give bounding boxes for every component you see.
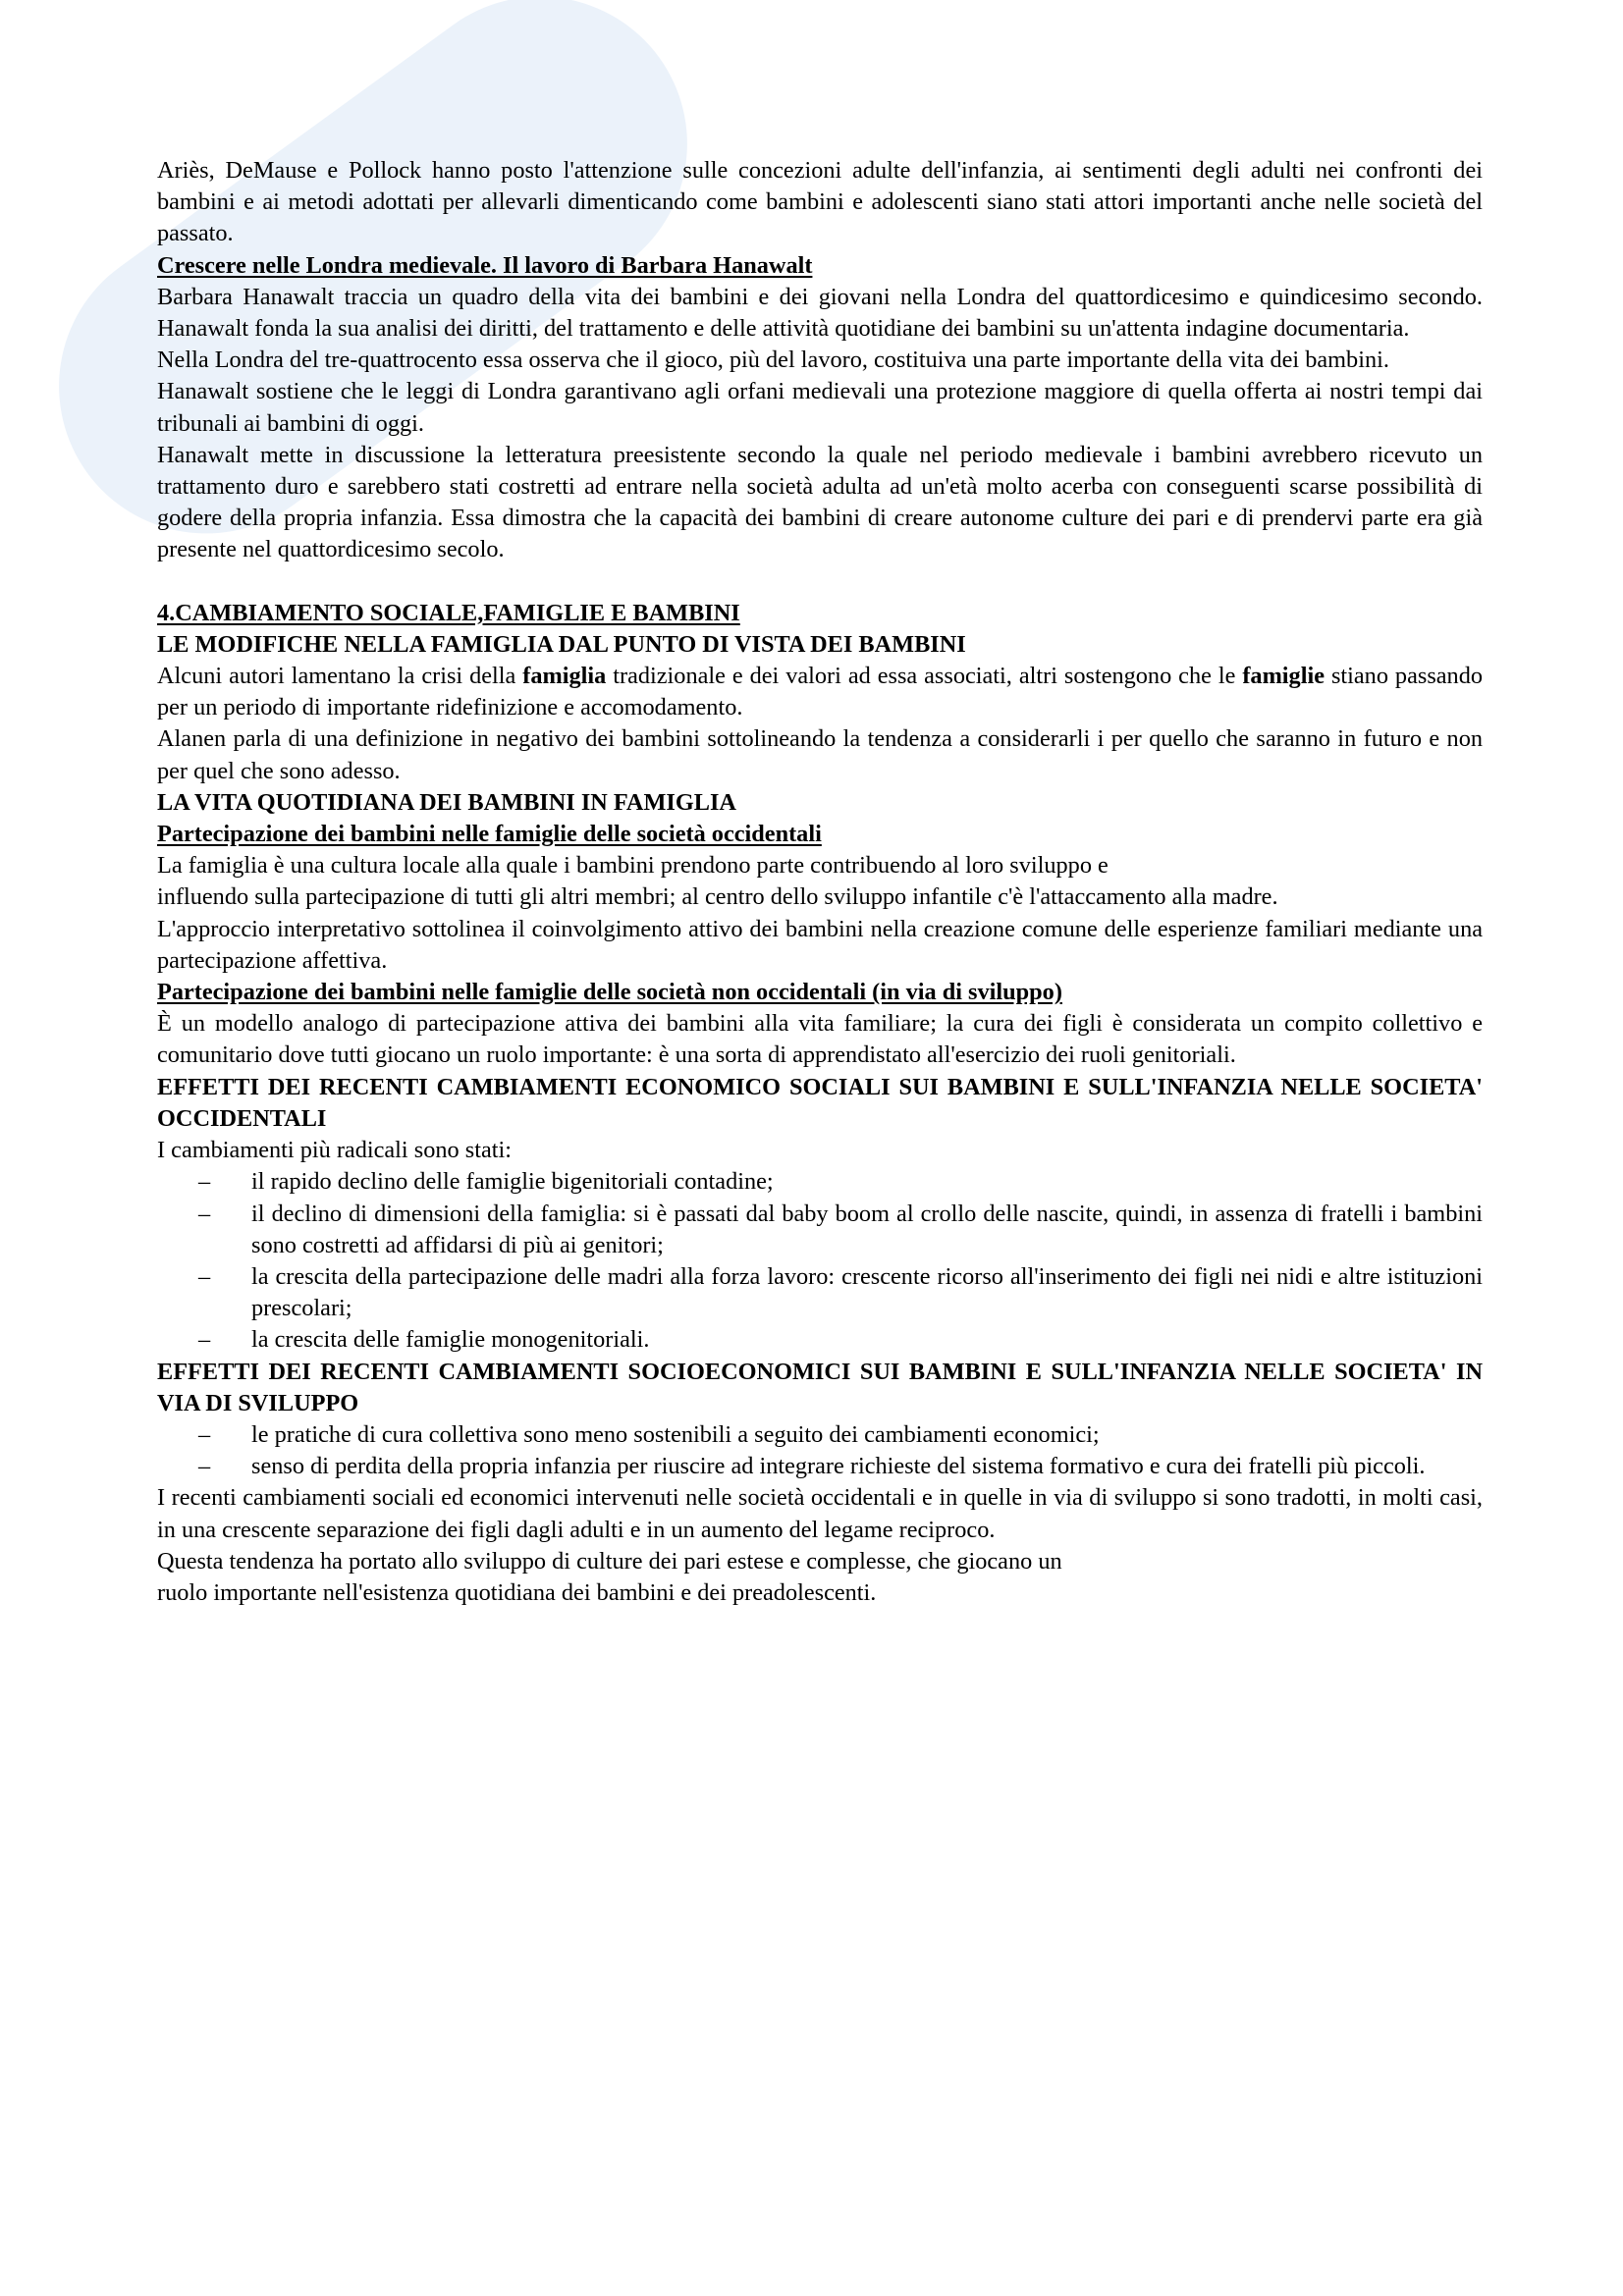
occidentali-heading: Partecipazione dei bambini nelle famiglie delle società occidentali: [157, 821, 822, 848]
occidentali-line-1: La famiglia è una cultura locale alla quale i bambini prendono parte contribuendo al loro sviluppo e: [157, 852, 1109, 880]
hanawalt-paragraph-4: Hanawalt mette in discussione la letteratura preesistente secondo la quale nel periodo medievale i bambini avrebbero ricevuto un trattamento duro e sarebbero stati costretti ad entrare nella società adulta ad un'età molto acerba con conseguenti scarse possibilità di godere della propria infanzia. Essa dimostra che la capacità dei bambini di creare autonome culture dei pari e di prendervi parte era già presente nel quattordicesimo secolo.: [157, 441, 1483, 563]
closing-line-1: Questa tendenza ha portato allo sviluppo di culture dei pari estese e complesse, che giocano un: [157, 1547, 1062, 1575]
effetti-sviluppo-list: [157, 1419, 1483, 1482]
hanawalt-heading: Crescere nelle Londra medievale. Il lavoro di Barbara Hanawalt: [157, 251, 813, 279]
modifiche-text-1: Alcuni autori lamentano la crisi della: [157, 663, 523, 690]
effetti-occidentali-intro: I cambiamenti più radicali sono stati:: [157, 1137, 512, 1164]
vita-quotidiana-heading: LA VITA QUOTIDIANA DEI BAMBINI IN FAMIGLIA: [157, 788, 736, 816]
modifiche-paragraph-1: [157, 661, 1483, 723]
effetti-sviluppo-heading: EFFETTI DEI RECENTI CAMBIAMENTI SOCIOECONOMICI SUI BAMBINI E SULL'INFANZIA NELLE SOCIETA' IN VIA DI SVILUPPO: [157, 1358, 1483, 1416]
modifiche-text-2: tradizionale e dei valori ad essa associati, altri sostengono che le: [606, 663, 1243, 690]
list-item: – la crescita della partecipazione delle madri alla forza lavoro: crescente ricorso all'inserimento dei figli nei nidi e altre istituzioni prescolari;: [251, 1261, 1483, 1324]
non-occidentali-heading: Partecipazione dei bambini nelle famiglie delle società non occidentali (in via di sviluppo): [157, 979, 1062, 1006]
famiglia-bold-term: famiglia: [522, 663, 607, 690]
non-occidentali-paragraph: È un modello analogo di partecipazione attiva dei bambini alla vita familiare; la cura dei figli è considerata un compito collettivo e comunitario dove tutti giocano un ruolo importante: è una sorta di apprendistato all'esercizio dei ruoli genitoriali.: [157, 1010, 1483, 1069]
list-item: – il rapido declino delle famiglie bigenitoriali contadine;: [251, 1166, 1483, 1198]
list-item: – senso di perdita della propria infanzia per riuscire ad integrare richieste del sistema formativo e cura dei fratelli più piccoli.: [251, 1451, 1483, 1482]
occidentali-paragraph-2: L'approccio interpretativo sottolinea il coinvolgimento attivo dei bambini nella creazione comune delle esperienze familiari mediante una partecipazione affettiva.: [157, 915, 1483, 974]
occidentali-line-2: influendo sulla partecipazione di tutti gli altri membri; al centro dello sviluppo infantile c'è l'attaccamento alla madre.: [157, 883, 1278, 911]
list-item: – il declino di dimensioni della famiglia: si è passati dal baby boom al crollo delle nascite, quindi, in assenza di fratelli i bambini sono costretti ad affidarsi di più ai genitori;: [251, 1199, 1483, 1261]
document-page: [157, 155, 1483, 1609]
closing-line-2: ruolo importante nell'esistenza quotidiana dei bambini e dei preadolescenti.: [157, 1578, 877, 1606]
hanawalt-paragraph-2: Nella Londra del tre-quattrocento essa osserva che il gioco, più del lavoro, costituiva una parte importante della vita dei bambini.: [157, 347, 1389, 374]
hanawalt-paragraph-3: Hanawalt sostiene che le leggi di Londra garantivano agli orfani medievali una protezione maggiore di quella offerta ai nostri tempi dai tribunali ai bambini di oggi.: [157, 378, 1483, 437]
effetti-occidentali-list: [157, 1166, 1483, 1356]
modifiche-text-3: stiano passando per un periodo di importante ridefinizione e accomodamento.: [157, 663, 1484, 721]
effetti-occidentali-heading: EFFETTI DEI RECENTI CAMBIAMENTI ECONOMICO SOCIALI SUI BAMBINI E SULL'INFANZIA NELLE SOCIETA' OCCIDENTALI: [157, 1073, 1483, 1132]
section-spacer: [157, 566, 1483, 598]
hanawalt-paragraph-1: Barbara Hanawalt traccia un quadro della vita dei bambini e dei giovani nella Londra del quattordicesimo e quindicesimo secondo. Hanawalt fonda la sua analisi dei diritti, del trattamento e delle attività quotidiane dei bambini su un'attenta indagine documentaria.: [157, 283, 1483, 343]
section-4-title: 4.CAMBIAMENTO SOCIALE,FAMIGLIE E BAMBINI: [157, 599, 740, 626]
list-item: – la crescita delle famiglie monogenitoriali.: [251, 1324, 1483, 1356]
famiglie-bold-term: famiglie: [1242, 663, 1325, 690]
list-item: – le pratiche di cura collettiva sono meno sostenibili a seguito dei cambiamenti economici;: [251, 1419, 1483, 1451]
modifiche-heading: LE MODIFICHE NELLA FAMIGLIA DAL PUNTO DI VISTA DEI BAMBINI: [157, 630, 966, 658]
closing-paragraph-1: I recenti cambiamenti sociali ed economici intervenuti nelle società occidentali e in quelle in via di sviluppo si sono tradotti, in molti casi, in una crescente separazione dei figli dagli adulti e in un aumento del legame reciproco.: [157, 1484, 1483, 1543]
intro-paragraph: Ariès, DeMause e Pollock hanno posto l'attenzione sulle concezioni adulte dell'infanzia, ai sentimenti degli adulti nei confronti dei bambini e ai metodi adottati per allevarli dimenticando come bambini e adolescenti siano stati attori importanti anche nelle società del passato.: [157, 157, 1483, 247]
modifiche-paragraph-2: Alanen parla di una definizione in negativo dei bambini sottolineando la tendenza a considerarli i per quello che saranno in futuro e non per quel che sono adesso.: [157, 725, 1483, 784]
